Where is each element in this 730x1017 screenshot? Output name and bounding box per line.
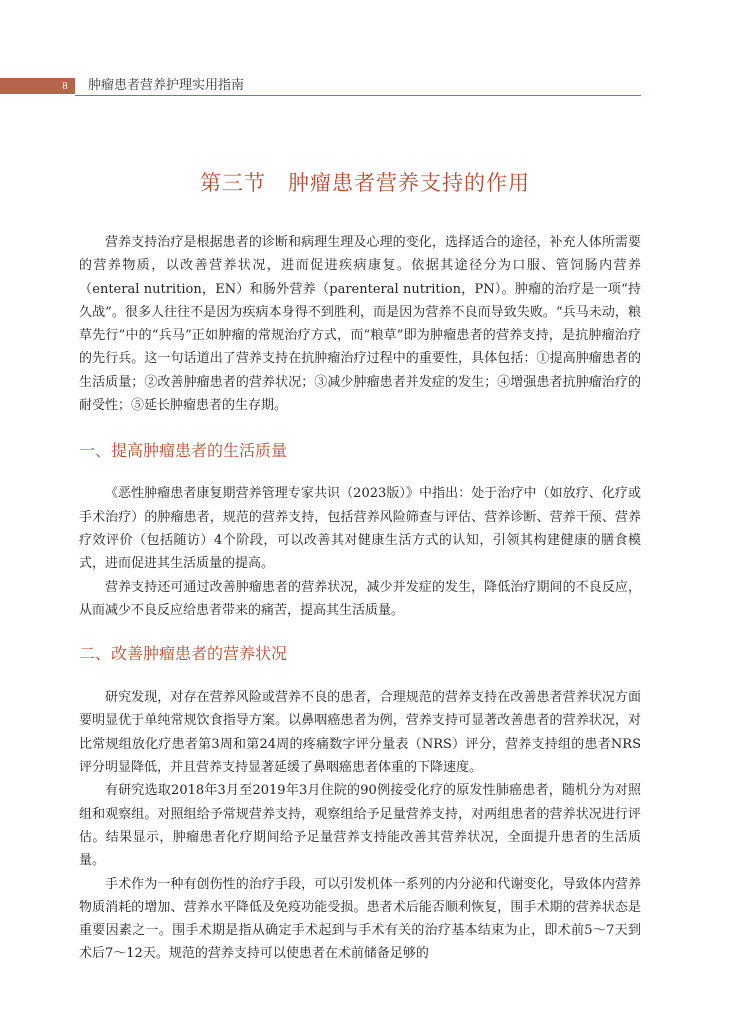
running-header-title: 肿瘤患者营养护理实用指南 (88, 78, 245, 93)
paragraph: 研究发现，对存在营养风险或营养不良的患者，合理规范的营养支持在改善患者营养状况方面要明显优于单纯常规饮食指导方案。以鼻咽癌患者为例，营养支持可显著改善患者的营养状况，对比常规组放化疗患者第3周和第24周的疼痛数字评分量表（NRS）评分，营养支持组的患者NRS评分明显降低，并且营养支持显著延缓了鼻咽癌患者体重的下降速度。 (79, 690, 641, 776)
subsection-heading-quality-of-life: 一、提高肿瘤患者的生活质量 (79, 441, 288, 461)
paragraph: 有研究选取2018年3月至2019年3月住院的90例接受化疗的原发性肺癌患者，随机分为对照组和观察组。对照组给予常规营养支持，观察组给予足量营养支持，对两组患者的营养状况进行评估。结果显示，肿瘤患者化疗期间给予足量营养支持能改善其营养状况，全面提升患者的生活质量。 (79, 783, 641, 869)
paragraph: 手术作为一种有创伤性的治疗手段，可以引发机体一系列的内分泌和代谢变化，导致体内营养物质消耗的增加、营养水平降低及免疫功能受损。患者术后能否顺利恢复，围手术期的营养状态是重要因素之一。围手术期是指从确定手术起到与手术有关的治疗基本结束为止，即术前5～7天到术后7～12天。规范的营养支持可以使患者在术前储备足够的 (79, 876, 641, 962)
page-number: 8 (62, 80, 68, 92)
paragraph: 《恶性肿瘤患者康复期营养管理专家共识（2023版）》中指出：处于治疗中（如放疗、化疗或手术治疗）的肿瘤患者，规范的营养支持，包括营养风险筛查与评估、营养诊断、营养干预、营养疗效评价（包括随访）4个阶段，可以改善其对健康生活方式的认知，引领其构建健康的膳食模式，进而促进其生活质量的提高。 (79, 486, 641, 572)
subsection-heading-nutrition-status: 二、改善肿瘤患者的营养状况 (79, 644, 288, 664)
paragraph: 营养支持还可通过改善肿瘤患者的营养状况，减少并发症的发生，降低治疗期间的不良反应，从而减少不良反应给患者带来的痛苦，提高其生活质量。 (79, 579, 641, 618)
section-title: 第三节 肿瘤患者营养支持的作用 (200, 171, 530, 195)
intro-paragraph: 营养支持治疗是根据患者的诊断和病理生理及心理的变化，选择适合的途径，补充人体所需要的营养物质，以改善营养状况，进而促进疾病康复。依据其途径分为口服、管饲肠内营养（enteral nutrition，EN）和肠外营养（parenteral nutrition，PN）。肿瘤的治疗是一项“持久战”。很多人往往不是因为疾病本身得不到胜利，而是因为营养不良而导致失败。“兵马未动，粮草先行”中的“兵马”正如肿瘤的常规治疗方式，而“粮草”即为肿瘤患者的营养支持，是抗肿瘤治疗的先行兵。这一句话道出了营养支持在抗肿瘤治疗过程中的重要性，具体包括：①提高肿瘤患者的生活质量；②改善肿瘤患者的营养状况；③减少肿瘤患者并发症的发生；④增强患者抗肿瘤治疗的耐受性；⑤延长肿瘤患者的生存期。 (79, 235, 641, 414)
body-content (79, 231, 641, 966)
header-rule (75, 95, 641, 96)
